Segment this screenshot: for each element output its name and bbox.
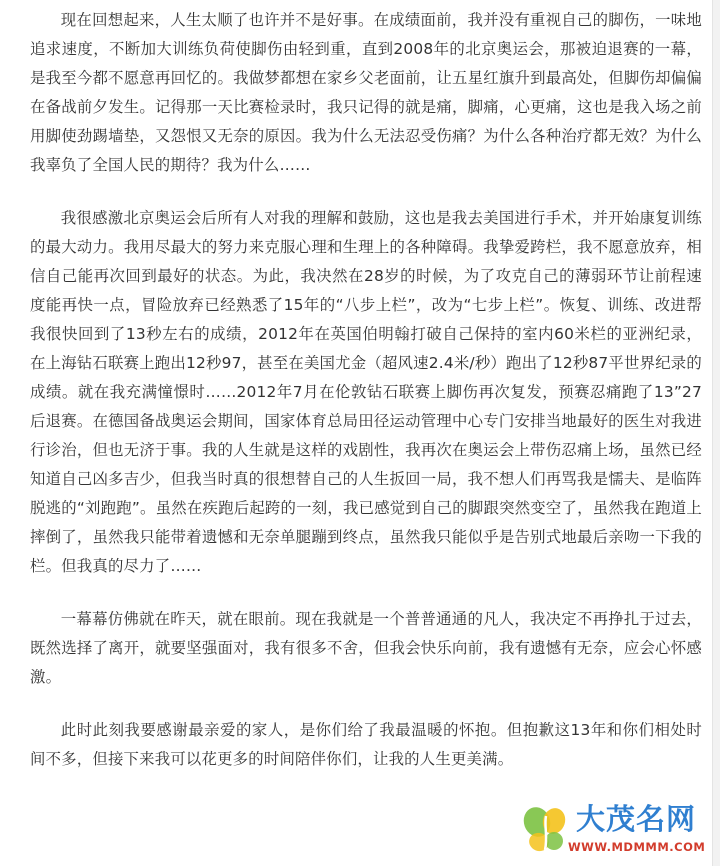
site-watermark	[520, 802, 706, 860]
watermark-site-name: 大茂名网	[576, 802, 697, 836]
butterfly-logo-icon	[520, 804, 572, 856]
paragraph-2: 我很感激北京奥运会后所有人对我的理解和鼓励，这也是我去美国进行手术，并开始康复训练的最大动力。我用尽最大的努力来克服心理和生理上的各种障碍。我挚爱跨栏，我不愿意放弃，相信自己能再次回到最好的状态。为此，我决然在28岁的时候，为了攻克自己的薄弱环节让前程速度能再快一点，冒险放弃已经熟悉了15年的“八步上栏”，改为“七步上栏”。恢复、训练、改进帮我很快回到了13秒左右的成绩，2012年在英国伯明翰打破自己保持的室内60米栏的亚洲纪录，在上海钻石联赛上跑出12秒97，甚至在美国尤金（超风速2.4米/秒）跑出了12秒87平世界纪录的成绩。就在我充满憧憬时……2012年7月在伦敦钻石联赛上脚伤再次复发，预赛忍痛跑了13”27后退赛。在德国备战奥运会期间，国家体育总局田径运动管理中心专门安排当地最好的医生对我进行诊治，但也无济于事。我的人生就是这样的戏剧性，我再次在奥运会上带伤忍痛上场，虽然已经知道自己凶多吉少，但我当时真的很想替自己的人生扳回一局，我不想人们再骂我是懦夫、是临阵脱逃的“刘跑跑”。虽然在疾跑后起跨的一刻，我已感觉到自己的脚跟突然变空了，虽然我在跑道上摔倒了，虽然我只能带着遗憾和无奈单腿蹦到终点，虽然我只能似乎是告别式地最后亲吻一下我的栏。但我真的尽力了……	[30, 209, 702, 575]
watermark-site-url: WWW.MDMMM.COM	[568, 840, 706, 854]
paragraph-1: 现在回想起来，人生太顺了也许并不是好事。在成绩面前，我并没有重视自己的脚伤，一味地追求速度，不断加大训练负荷使脚伤由轻到重，直到2008年的北京奥运会，那被迫退赛的一幕，是我至今都不愿意再回忆的。我做梦都想在家乡父老面前，让五星红旗升到最高处，但脚伤却偏偏在备战前夕发生。记得那一天比赛检录时，我只记得的就是痛，脚痛，心更痛，这也是我入场之前用脚使劲踢墙垫，又怨恨又无奈的原因。我为什么无法忍受伤痛？为什么各种治疗都无效？为什么我辜负了全国人民的期待？我为什么……	[30, 11, 702, 174]
article-body	[30, 6, 702, 774]
paragraph-3: 一幕幕仿佛就在昨天，就在眼前。现在我就是一个普普通通的凡人，我决定不再挣扎于过去，既然选择了离开，就要坚强面对，我有很多不舍，但我会快乐向前，我有遗憾有无奈，应会心怀感激。	[30, 610, 702, 686]
vertical-scrollbar[interactable]	[712, 0, 720, 866]
paragraph-4: 此时此刻我要感谢最亲爱的家人，是你们给了我最温暖的怀抱。但抱歉这13年和你们相处时间不多，但接下来我可以花更多的时间陪伴你们，让我的人生更美满。	[30, 721, 702, 768]
